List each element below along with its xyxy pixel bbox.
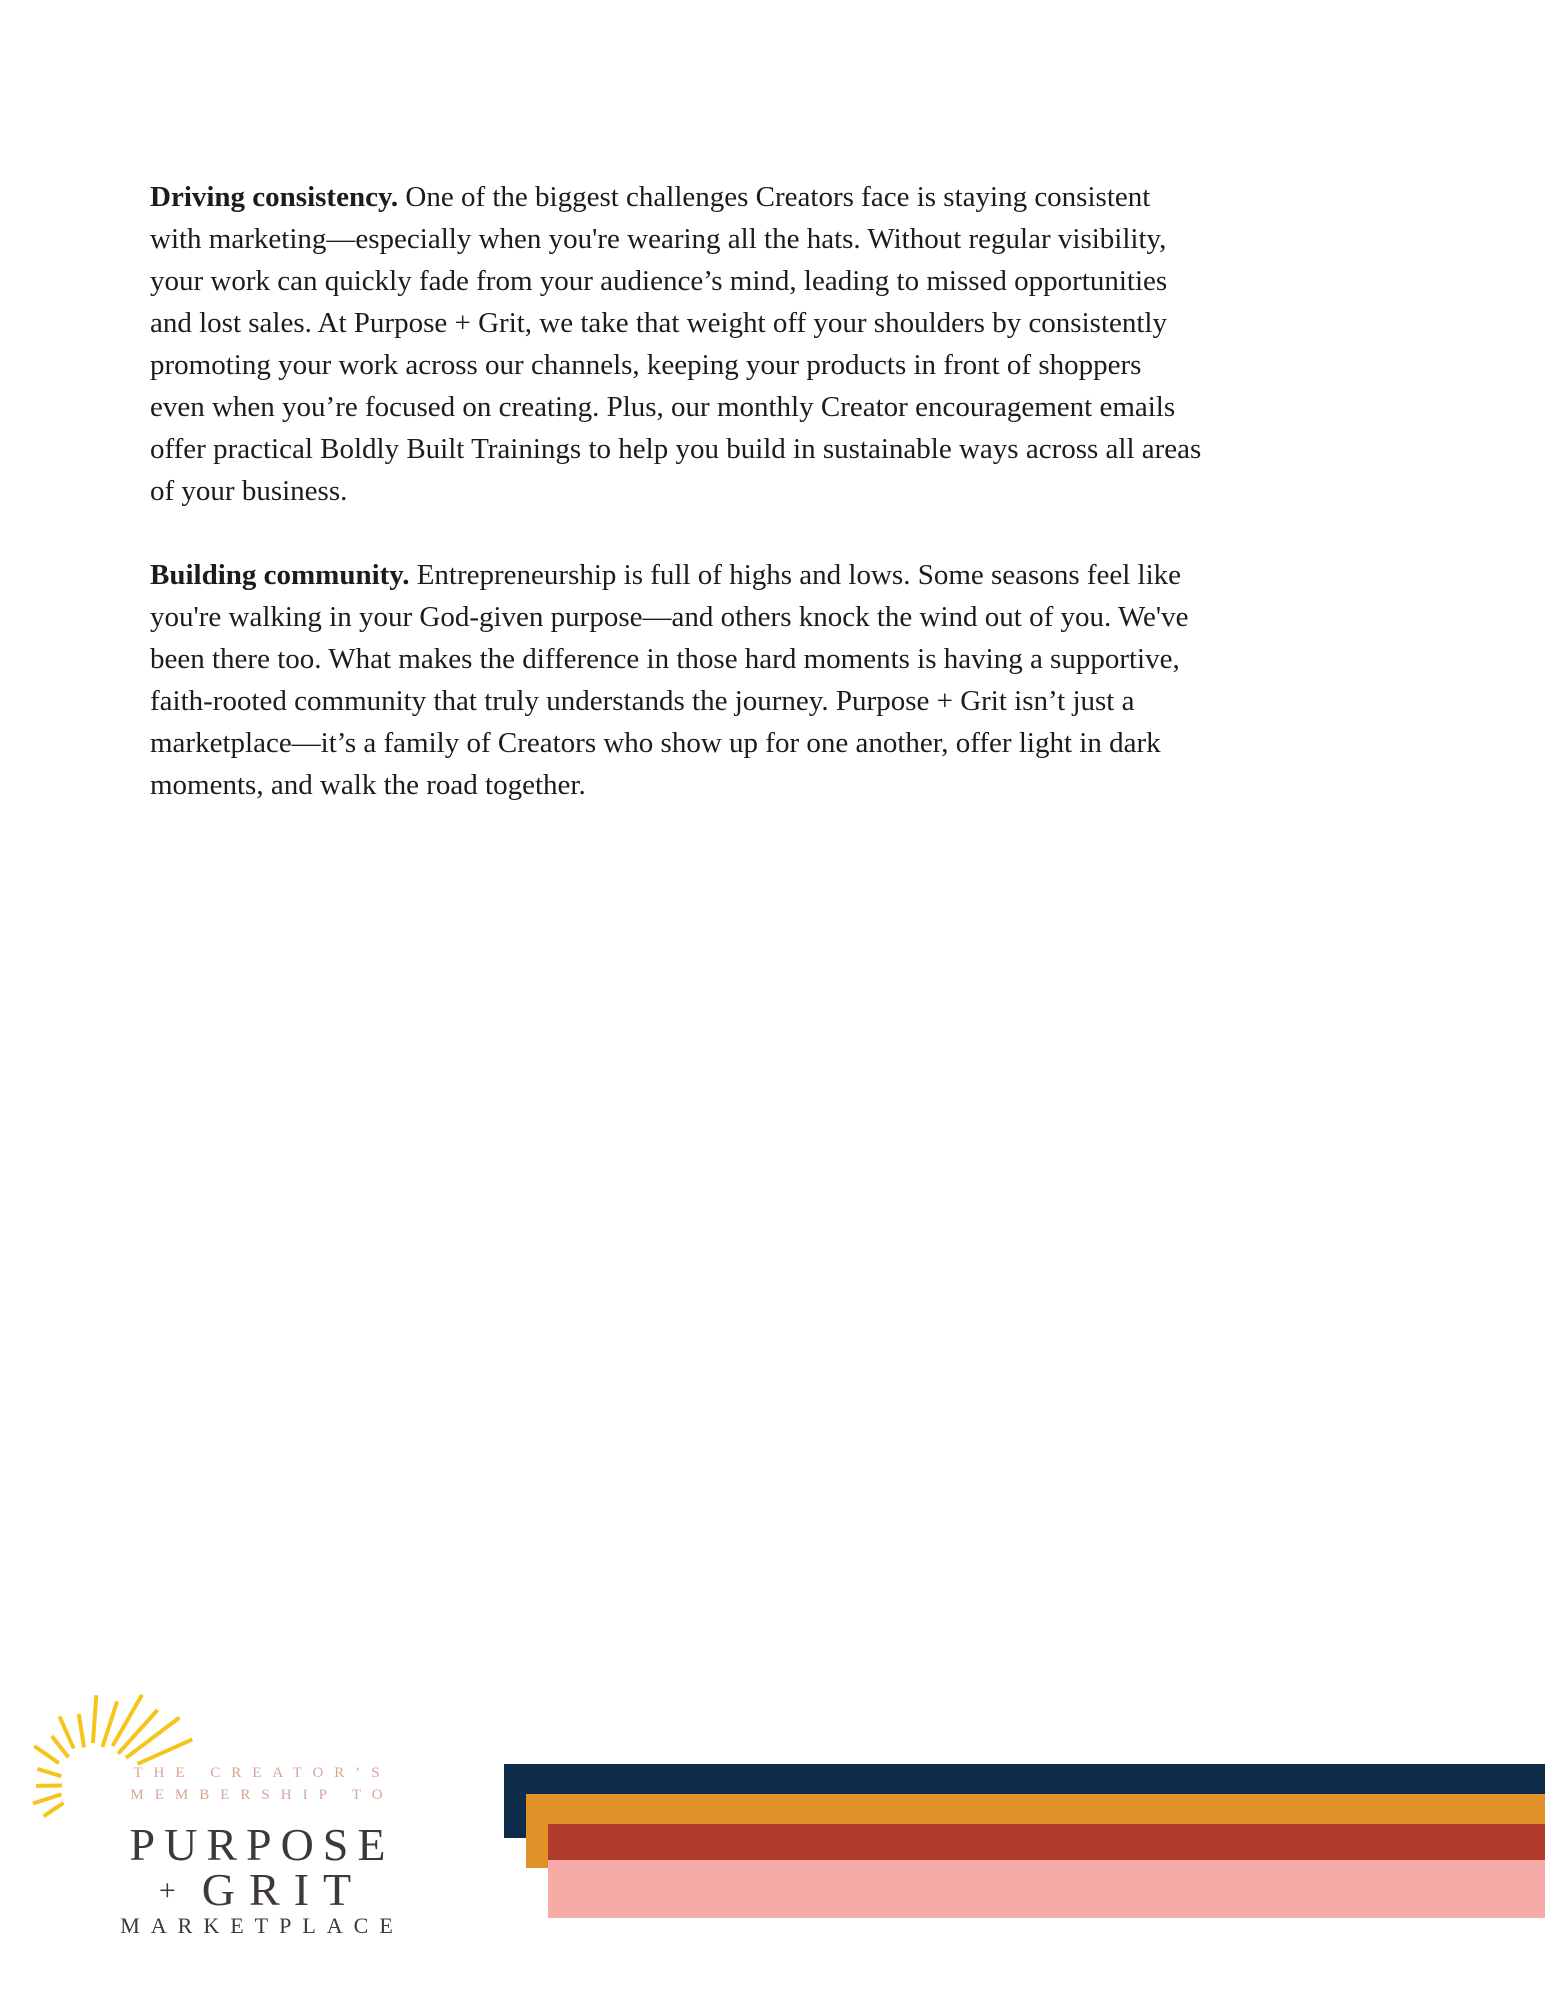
body-text (150, 176, 1201, 806)
paragraph (150, 554, 1201, 806)
purpose-grit-logo (20, 1680, 420, 1970)
text-line: Driving consistency. One of the biggest challenges Creators face is staying consistent (150, 181, 1151, 213)
text-line: with marketing—especially when you're wearing all the hats. Without regular visibility, (150, 223, 1167, 255)
text-line: promoting your work across our channels, keeping your products in front of shoppers (150, 349, 1142, 381)
paragraph (150, 176, 1201, 512)
logo-tagline-line1: THE CREATOR’S (133, 1765, 391, 1781)
logo-tagline-line2: MEMBERSHIP TO (130, 1787, 394, 1803)
text-line: your work can quickly fade from your audience’s mind, leading to missed opportunities (150, 265, 1168, 297)
paragraph-lead: Driving consistency. (150, 181, 399, 213)
text-line: offer practical Boldly Built Trainings to help you build in sustainable ways across all areas (150, 433, 1202, 465)
text-line: been there too. What makes the difference in those hard moments is having a supportive, (150, 643, 1180, 675)
logo-name-grit: GRIT (201, 1864, 366, 1915)
paragraph-lead: Building community. (150, 559, 410, 591)
text-line: moments, and walk the road together. (150, 769, 586, 801)
text-line: faith-rooted community that truly understands the journey. Purpose + Grit isn’t just a (150, 685, 1135, 717)
text-line: you're walking in your God-given purpose—and others knock the wind out of you. We've (150, 601, 1189, 633)
plus-sign: + (158, 1874, 176, 1907)
text-line: Building community. Entrepreneurship is full of highs and lows. Some seasons feel like (150, 559, 1182, 591)
text-line: marketplace—it’s a family of Creators who show up for one another, offer light in dark (150, 727, 1161, 759)
logo-name-purpose: PURPOSE (129, 1819, 395, 1870)
text-line: even when you’re focused on creating. Plus, our monthly Creator encouragement emails (150, 391, 1176, 423)
stripe-red (548, 1824, 1545, 1860)
text-line: of your business. (150, 475, 348, 507)
logo-name-grit-line (107, 1864, 417, 1915)
text-line: and lost sales. At Purpose + Grit, we take that weight off your shoulders by consistently (150, 307, 1167, 339)
stripe-pink (548, 1860, 1545, 1918)
logo-subtitle-marketplace: MARKETPLACE (120, 1913, 404, 1938)
